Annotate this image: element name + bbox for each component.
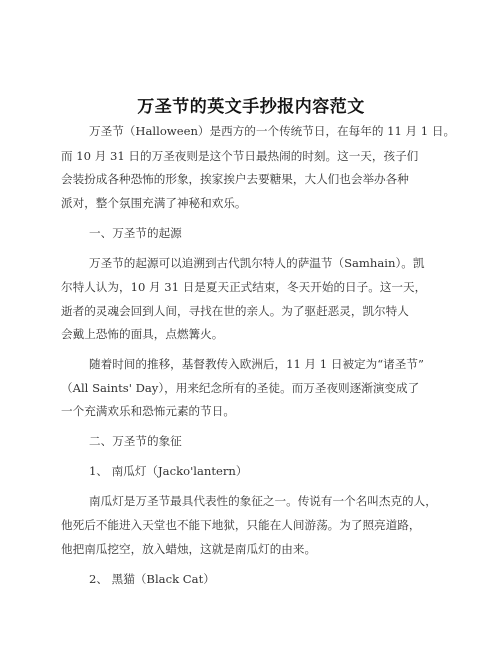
paragraph-line: 会戴上恐怖的面具，点燃篝火。	[61, 327, 224, 341]
subsection-heading: 2、 黑猫（Black Cat）	[89, 572, 215, 586]
paragraph-line: 尔特人认为，10 月 31 日是夏天正式结束，冬天开始的日子。这一天，	[61, 280, 427, 294]
paragraph-line: 而 10 月 31 日的万圣夜则是这个节日最热闹的时刻。这一天，孩子们	[61, 149, 419, 163]
paragraph-line: 会装扮成各种恐怖的形象，挨家挨户去要糖果，大人们也会举办各种	[61, 172, 409, 186]
section-heading: 二、万圣节的象征	[89, 434, 182, 448]
paragraph-line: 一个充满欢乐和恐怖元素的节日。	[61, 404, 235, 418]
paragraph-line: （All Saints' Day），用来纪念所有的圣徒。而万圣夜则逐渐演变成了	[61, 381, 420, 395]
document-title: 万圣节的英文手抄报内容范文	[137, 97, 365, 117]
paragraph-line: 他把南瓜挖空，放入蜡烛，这就是南瓜灯的由来。	[61, 542, 317, 556]
paragraph-line: 他死后不能进入天堂也不能下地狱，只能在人间游荡。为了照亮道路，	[61, 518, 421, 532]
paragraph-line: 南瓜灯是万圣节最具代表性的象征之一。传说有一个名叫杰克的人，	[89, 494, 437, 508]
paragraph-line: 派对，整个氛围充满了神秘和欢乐。	[61, 196, 247, 210]
paragraph-line: 万圣节的起源可以追溯到古代凯尔特人的萨温节（Samhain）。凯	[89, 256, 425, 270]
subsection-heading: 1、 南瓜灯（Jacko'lantern）	[89, 464, 248, 478]
paragraph-line: 万圣节（Halloween）是西方的一个传统节日，在每年的 11 月 1 日。	[89, 124, 456, 138]
paragraph-line: 逝者的灵魂会回到人间，寻找在世的亲人。为了驱赶恶灵，凯尔特人	[61, 304, 409, 318]
paragraph-line: 随着时间的推移，基督教传入欧洲后，11 月 1 日被定为“诸圣节”	[89, 357, 424, 371]
section-heading: 一、万圣节的起源	[89, 226, 182, 240]
